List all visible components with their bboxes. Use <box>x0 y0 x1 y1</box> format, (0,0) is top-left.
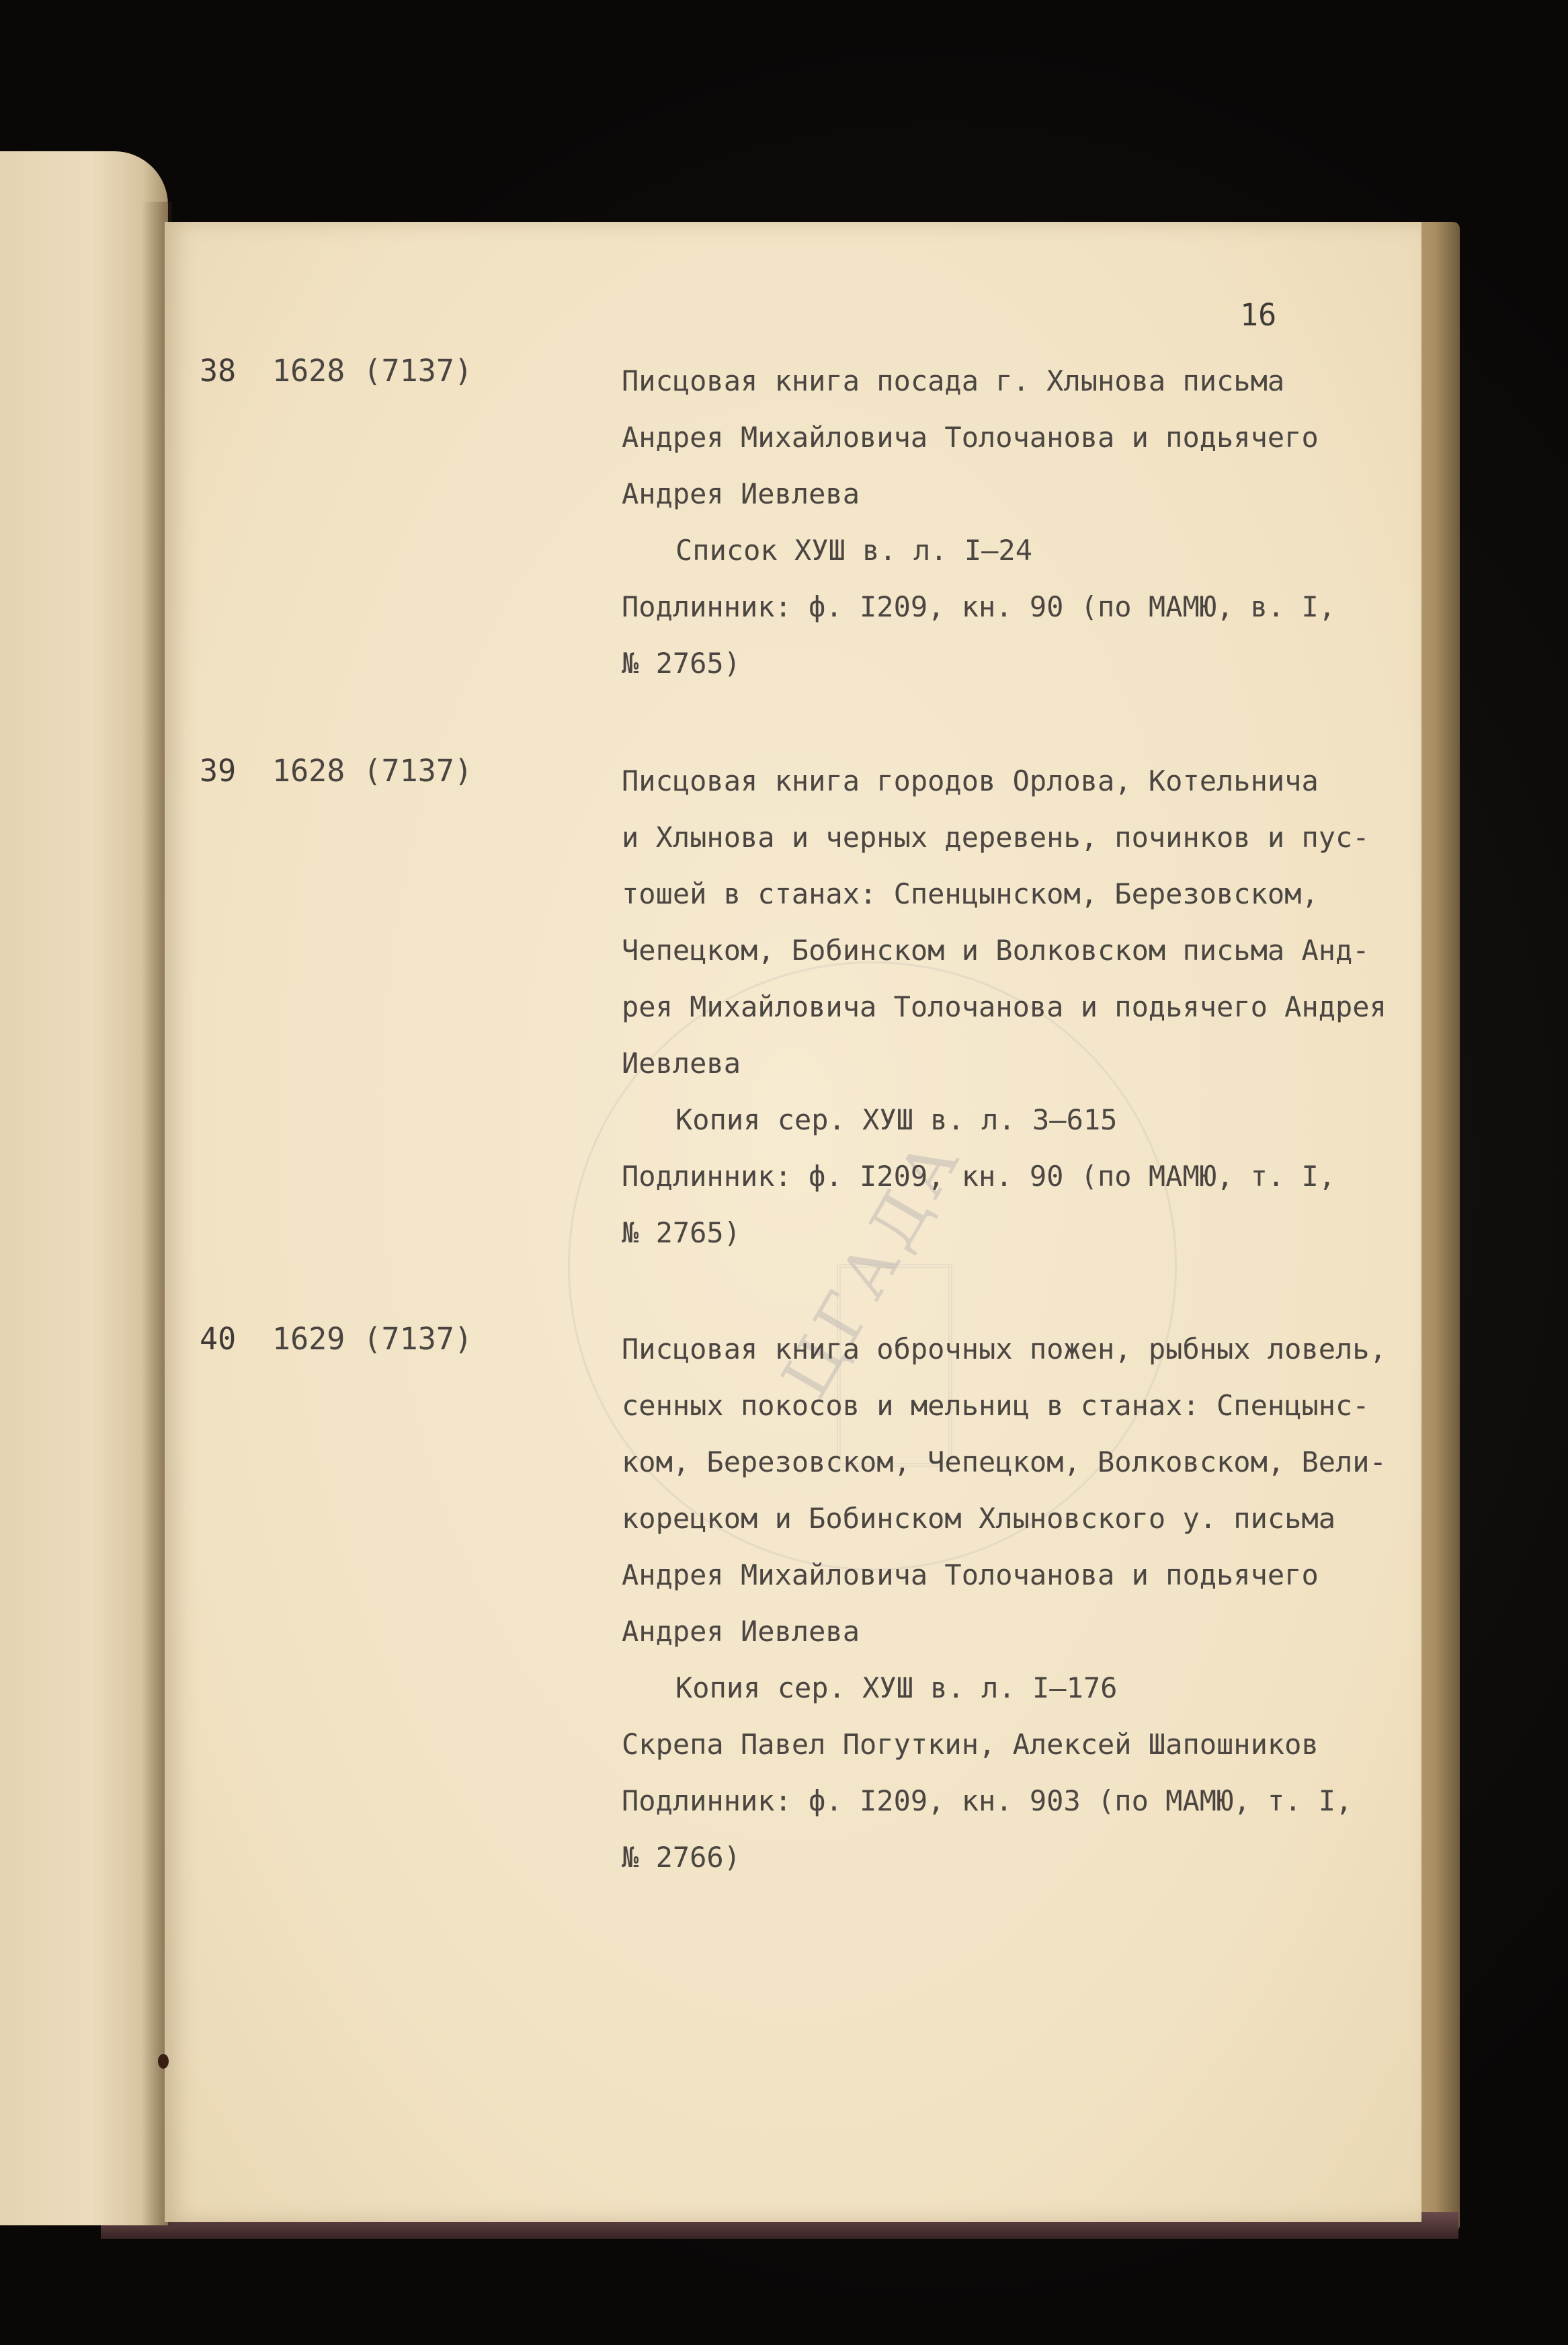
text-line: и Хлынова и черных деревень, починков и пус- <box>622 821 1370 854</box>
text-line: сенных покосов и мельниц в станах: Спенцынс- <box>622 1389 1370 1422</box>
ink-spot <box>158 2054 169 2069</box>
text-line: корецком и Бобинском Хлыновского у. письма <box>622 1502 1336 1535</box>
text-line: ком, Березовском, Чепецком, Волковском, Вели- <box>622 1445 1387 1478</box>
copy-line: Копия сер. ХУШ в. л. I–176 <box>675 1671 1118 1704</box>
text-line: Андрея Иевлева <box>622 477 860 510</box>
entry-date: 1628 (7137) <box>272 753 473 789</box>
text-line: рея Михайловича Толочанова и подьячего Андрея <box>622 990 1387 1023</box>
original-line: Подлинник: ф. I209, кн. 90 (по МАМЮ, в. I, <box>622 590 1336 623</box>
entry-description <box>622 1321 1428 1886</box>
archive-stamp: ЦГАДА <box>456 850 1288 1682</box>
document-page <box>165 222 1421 2222</box>
text-line: тошей в станах: Спенцынском, Березовском, <box>622 877 1319 910</box>
seal-line: Скрепа Павел Погуткин, Алексей Шапошников <box>622 1728 1319 1761</box>
text-line: Андрея Иевлева <box>622 1615 860 1648</box>
entry-date: 1628 (7137) <box>272 353 473 389</box>
page-number: 16 <box>1240 297 1277 333</box>
original-line: Подлинник: ф. I209, кн. 90 (по МАМЮ, т. I, <box>622 1160 1336 1193</box>
text-line: Писцовая книга оброчных пожен, рыбных ловель, <box>622 1333 1387 1365</box>
original-line: № 2765) <box>622 647 741 680</box>
text-line: Писцовая книга посада г. Хлынова письма <box>622 364 1285 397</box>
entry-number: 38 <box>200 353 237 389</box>
text-line: Иевлева <box>622 1047 741 1080</box>
original-line: № 2766) <box>622 1841 741 1874</box>
text-line: Андрея Михайловича Толочанова и подьячего <box>622 421 1319 454</box>
copy-line: Список ХУШ в. л. I–24 <box>675 534 1033 567</box>
text-line: Писцовая книга городов Орлова, Котельнича <box>622 764 1319 797</box>
entry-description <box>622 353 1428 692</box>
entry-number: 40 <box>200 1321 237 1357</box>
original-line: № 2765) <box>622 1216 741 1249</box>
entry-number: 39 <box>200 753 237 789</box>
text-line: Андрея Михайловича Толочанова и подьячего <box>622 1558 1319 1591</box>
entry-date: 1629 (7137) <box>272 1321 473 1357</box>
original-line: Подлинник: ф. I209, кн. 903 (по МАМЮ, т. I, <box>622 1784 1353 1817</box>
copy-line: Копия сер. ХУШ в. л. 3–615 <box>675 1103 1118 1136</box>
entry-description <box>622 753 1428 1261</box>
text-line: Чепецком, Бобинском и Волковском письма Анд- <box>622 934 1370 967</box>
